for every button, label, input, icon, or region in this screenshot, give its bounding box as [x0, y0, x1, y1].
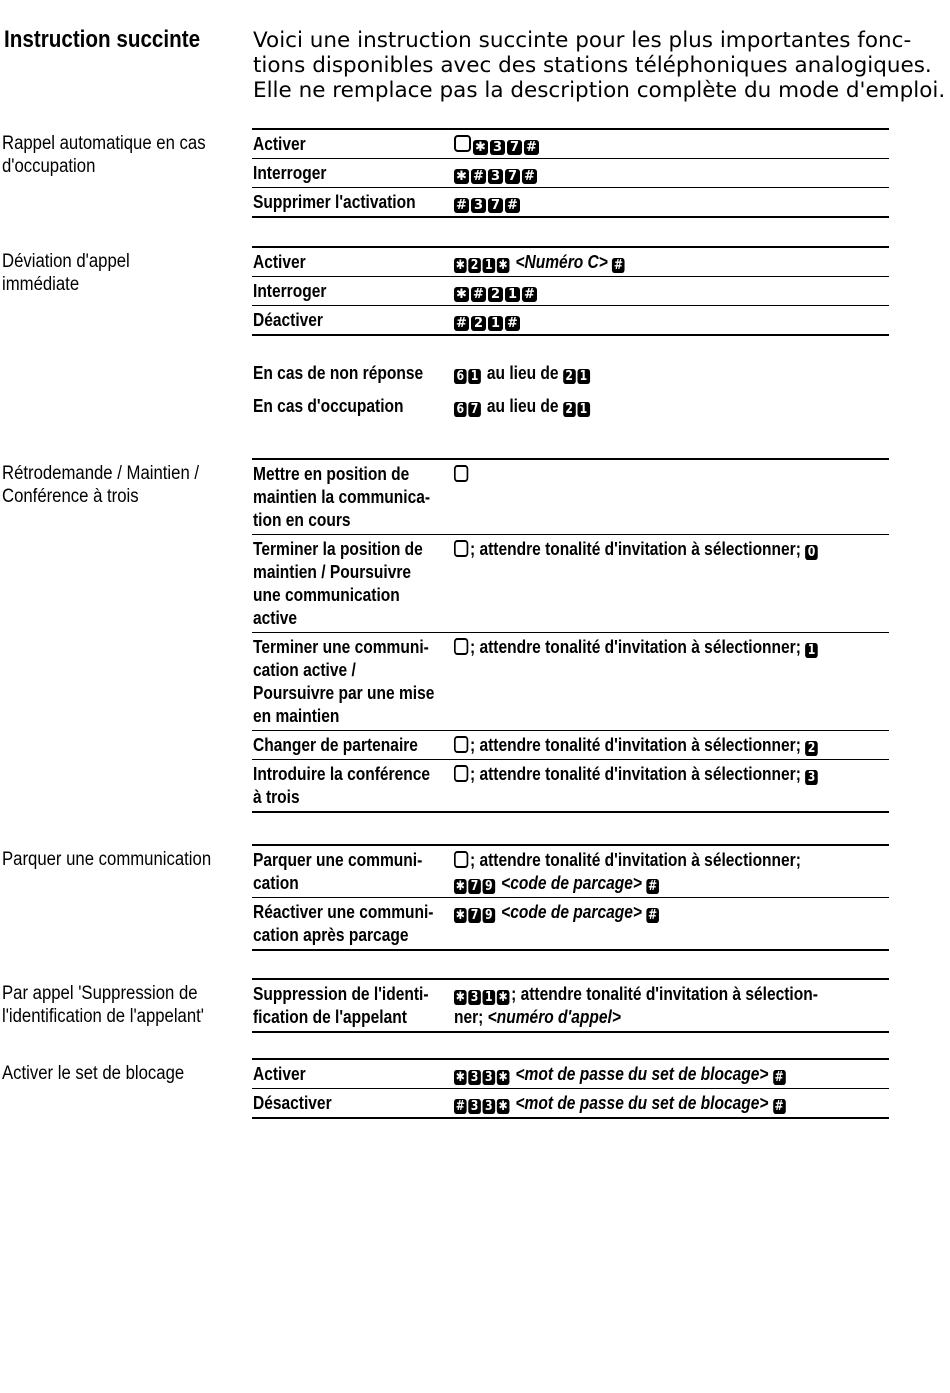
- table-row: Introduire la conférence à trois ; attendre tonalité d'invitation à sélectionner; 3: [252, 759, 889, 811]
- star-key-icon: ✱: [455, 908, 465, 923]
- table-row: Déactiver # 2 1 #: [252, 305, 889, 334]
- table-row: Changer de partenaire ; attendre tonalité d'invitation à sélectionner; 2: [252, 730, 889, 759]
- intro-line: tions disponibles avec des stations téléphoniques analogiques.: [253, 53, 932, 78]
- key-sequence: [563, 362, 592, 383]
- digit-key-icon: 7: [468, 908, 481, 923]
- digit-key-icon: 1: [505, 287, 520, 302]
- table-blocage: [252, 1058, 889, 1119]
- key-sequence: [454, 901, 497, 922]
- param-placeholder: <Numéro C>: [515, 251, 608, 272]
- hash-key-icon: #: [524, 140, 539, 155]
- list-item: En cas de non réponse 6 1 au lieu de 2 1: [252, 356, 889, 389]
- digit-key-icon: 3: [471, 198, 486, 213]
- star-key-icon: ✱: [455, 258, 465, 273]
- table-row: Activer ✱ 3 3 ✱ <mot de passe du set de blocage> #: [252, 1060, 889, 1088]
- digit-key-icon: 7: [488, 198, 503, 213]
- hash-key-icon: #: [454, 316, 469, 331]
- digit-key-icon: 3: [468, 1070, 481, 1085]
- digit-key-icon: 2: [471, 316, 486, 331]
- digit-key-icon: 3: [483, 1070, 496, 1085]
- hook-flash-icon: [454, 765, 468, 782]
- key-sequence: [563, 395, 592, 416]
- hash-key-icon: #: [471, 169, 486, 184]
- star-key-icon: ✱: [498, 990, 508, 1005]
- hash-key-icon: #: [471, 287, 486, 302]
- hash-key-icon: #: [648, 879, 658, 894]
- digit-key-icon: 6: [454, 402, 467, 417]
- intro-paragraph: [253, 28, 946, 103]
- key-sequence: [773, 1092, 787, 1113]
- star-key-icon: ✱: [454, 287, 469, 302]
- digit-key-icon: 3: [468, 1099, 481, 1114]
- table-parquer: [252, 844, 889, 951]
- star-key-icon: ✱: [455, 1070, 465, 1085]
- digit-key-icon: 1: [468, 369, 481, 384]
- key-sequence: [454, 395, 483, 416]
- key-sequence: [453, 159, 889, 187]
- param-placeholder: <code de parcage>: [501, 901, 642, 922]
- digit-key-icon: 9: [483, 908, 496, 923]
- key-sequence: [646, 901, 660, 922]
- digit-key-icon: 2: [488, 287, 503, 302]
- table-rappel: [252, 128, 889, 218]
- digit-key-icon: 1: [805, 643, 818, 658]
- hash-key-icon: #: [648, 908, 658, 923]
- digit-key-icon: 7: [468, 879, 481, 894]
- hook-flash-icon: [454, 540, 468, 557]
- intro-line: Elle ne remplace pas la description complète du mode d'emploi.: [253, 78, 946, 103]
- section-label-rappel: Rappel automatique en cas d'occupation: [2, 133, 206, 177]
- digit-key-icon: 3: [805, 770, 818, 785]
- hook-flash-icon: [454, 851, 468, 868]
- digit-key-icon: 3: [490, 140, 505, 155]
- digit-key-icon: 3: [483, 1099, 496, 1114]
- hook-flash-icon: [454, 465, 468, 482]
- star-key-icon: ✱: [498, 258, 508, 273]
- digit-key-icon: 7: [507, 140, 522, 155]
- digit-key-icon: 0: [805, 545, 818, 560]
- key-sequence: [453, 130, 889, 158]
- digit-key-icon: 7: [505, 169, 520, 184]
- hook-flash-icon: [454, 736, 468, 753]
- table-row: Parquer une communi- cation ; attendre tonalité d'invitation à sélectionner; ✱ 7 9 <code de parcage> #: [253, 849, 801, 894]
- star-key-icon: ✱: [455, 879, 465, 894]
- hash-key-icon: #: [613, 258, 624, 273]
- key-sequence: [805, 763, 819, 784]
- key-sequence: [453, 277, 889, 305]
- key-sequence: [646, 872, 660, 893]
- star-key-icon: ✱: [498, 1070, 508, 1085]
- hash-key-icon: #: [505, 316, 520, 331]
- digit-key-icon: 2: [468, 258, 481, 273]
- table-row: Mettre en position de maintien la communica- tion en cours: [252, 460, 889, 534]
- key-sequence: [453, 188, 889, 216]
- hash-key-icon: #: [522, 287, 537, 302]
- digit-key-icon: 6: [454, 369, 467, 384]
- deviation-variants: [252, 356, 889, 422]
- key-sequence: [454, 1063, 511, 1084]
- digit-key-icon: 1: [483, 258, 496, 273]
- table-row: Supprimer l'activation # 3 7 #: [252, 187, 889, 216]
- section-label-blocage: Activer le set de blocage: [2, 1063, 185, 1084]
- section-label-parquer: Parquer une communication: [2, 849, 212, 870]
- key-sequence: [453, 306, 889, 334]
- hash-key-icon: #: [505, 198, 520, 213]
- digit-key-icon: 1: [483, 990, 496, 1005]
- hash-key-icon: #: [774, 1070, 784, 1085]
- table-deviation: [252, 246, 889, 336]
- key-sequence: [454, 362, 483, 383]
- star-key-icon: ✱: [454, 169, 469, 184]
- table-row: Activer ✱ 2 1 ✱ <Numéro C> #: [252, 248, 889, 276]
- table-row: Terminer la position de maintien / Poursuivre une communication active ; attendre tonalité d'invitation à sélectionner; 0: [252, 534, 889, 632]
- key-sequence: [454, 983, 511, 1004]
- list-item: En cas d'occupation 6 7 au lieu de 2 1: [252, 389, 889, 422]
- table-row: Terminer une communi- cation active / Poursuivre par une mise en maintien ; attendre tonalité d'invitation à sélectionner; 1: [252, 632, 889, 730]
- table-row: Activer ✱ 3 7 #: [252, 130, 889, 158]
- section-label-retro: Rétrodemande / Maintien / Conférence à trois: [2, 463, 200, 507]
- digit-key-icon: 3: [488, 169, 503, 184]
- digit-key-icon: 9: [483, 879, 496, 894]
- key-sequence: [454, 1092, 511, 1113]
- table-retro: [252, 458, 889, 813]
- intro-line: Voici une instruction succinte pour les plus importantes fonc-: [253, 28, 912, 53]
- hook-flash-icon: [454, 638, 468, 655]
- table-row: Interroger ✱ # 3 7 #: [252, 158, 889, 187]
- key-sequence: [454, 872, 497, 893]
- star-key-icon: ✱: [498, 1099, 508, 1114]
- param-placeholder: <mot de passe du set de blocage>: [515, 1092, 769, 1113]
- digit-key-icon: 2: [563, 369, 576, 384]
- section-label-suppression: Par appel 'Suppression de l'identification de l'appelant': [2, 983, 205, 1027]
- table-row: Interroger ✱ # 2 1 #: [252, 276, 889, 305]
- hook-flash-icon: [454, 135, 471, 152]
- section-label-deviation: Déviation d'appel immédiate: [2, 251, 130, 295]
- digit-key-icon: 2: [805, 741, 818, 756]
- key-sequence: [805, 734, 819, 755]
- digit-key-icon: 1: [577, 402, 590, 417]
- star-key-icon: ✱: [473, 140, 488, 155]
- param-placeholder: <numéro d'appel>: [487, 1006, 621, 1027]
- param-placeholder: <mot de passe du set de blocage>: [515, 1063, 769, 1084]
- table-row: Suppression de l'identi- fication de l'appelant ✱ 3 1 ✱ ; attendre tonalité d'invitation à sélection- ner; <numéro d'appel>: [253, 983, 818, 1027]
- key-sequence: [612, 251, 626, 272]
- table-row: Désactiver # 3 3 ✱ <mot de passe du set de blocage> #: [252, 1088, 889, 1117]
- key-sequence: [805, 636, 819, 657]
- digit-key-icon: 1: [577, 369, 590, 384]
- digit-key-icon: 2: [563, 402, 576, 417]
- hash-key-icon: #: [455, 1099, 465, 1114]
- hash-key-icon: #: [454, 198, 469, 213]
- key-sequence: [805, 538, 819, 559]
- param-placeholder: <code de parcage>: [501, 872, 642, 893]
- hash-key-icon: #: [522, 169, 537, 184]
- key-sequence: [454, 251, 511, 272]
- digit-key-icon: 7: [468, 402, 481, 417]
- page-title: Instruction succinte: [4, 26, 201, 53]
- digit-key-icon: 1: [488, 316, 503, 331]
- hash-key-icon: #: [774, 1099, 784, 1114]
- star-key-icon: ✱: [455, 990, 465, 1005]
- table-row: Réactiver une communi- cation après parcage ✱ 7 9 <code de parcage> #: [252, 897, 889, 949]
- digit-key-icon: 3: [468, 990, 481, 1005]
- key-sequence: [773, 1063, 787, 1084]
- table-suppression: [252, 978, 889, 1033]
